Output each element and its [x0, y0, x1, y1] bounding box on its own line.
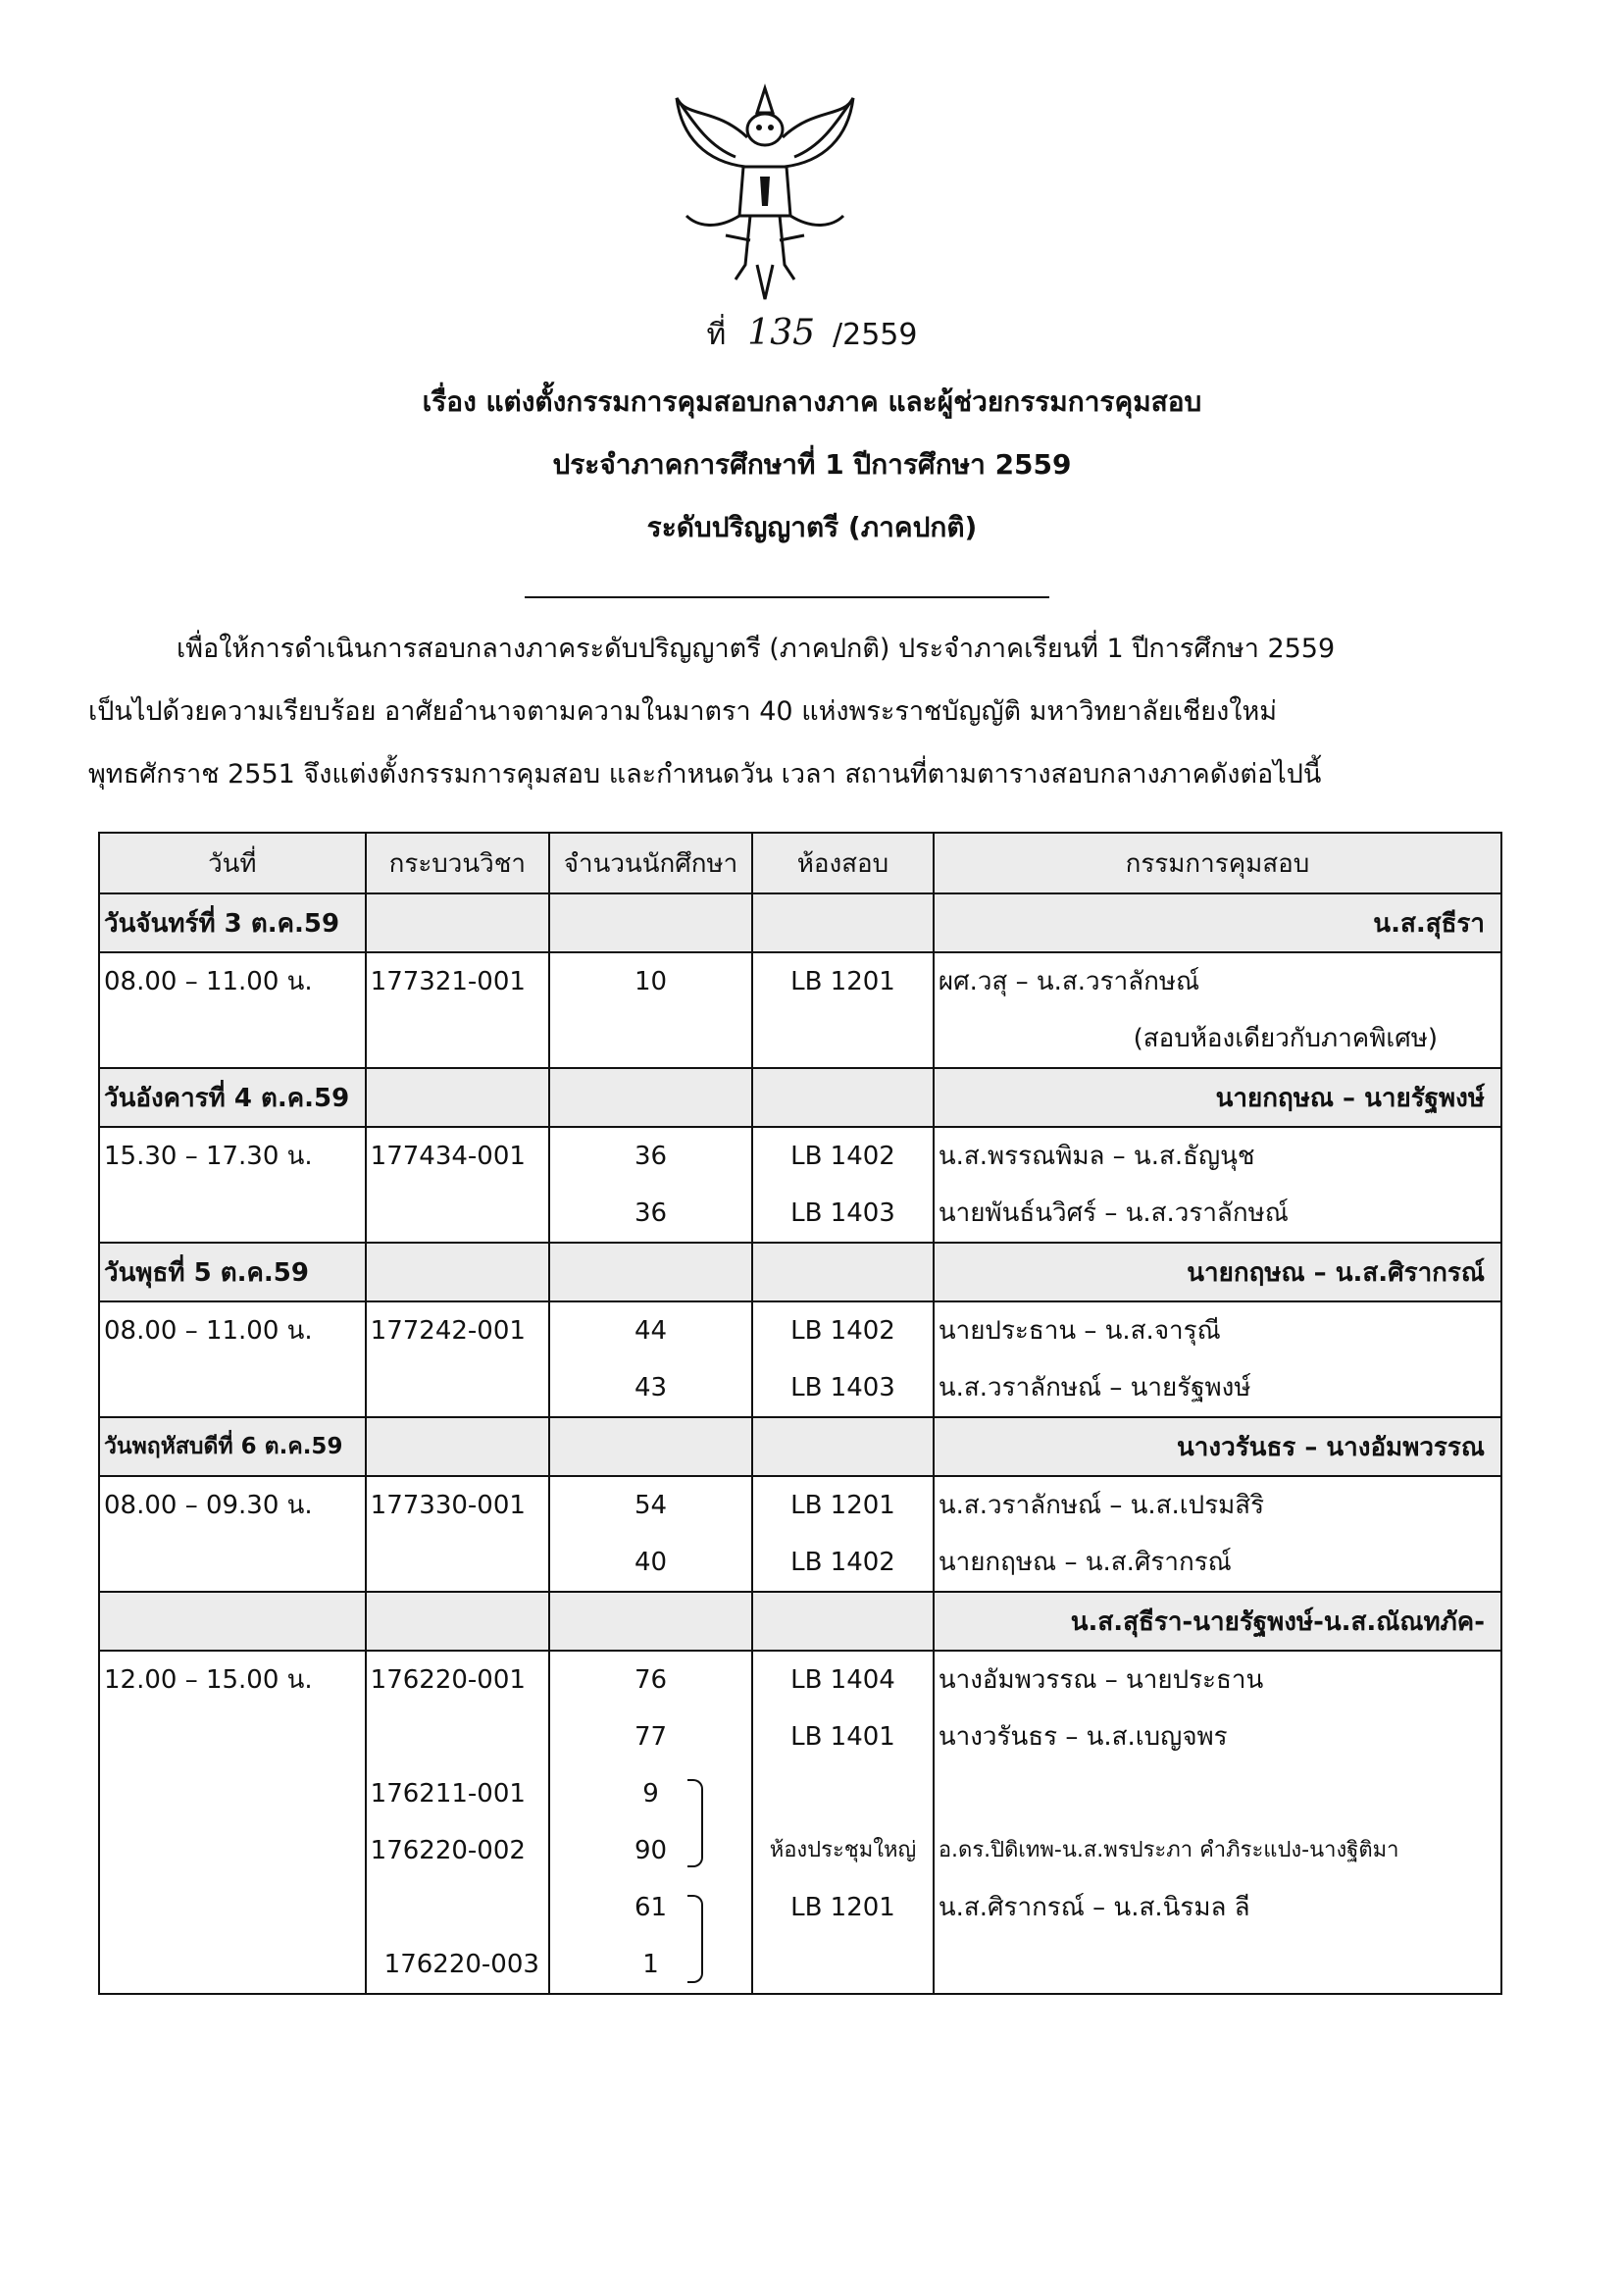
empty-cell [752, 1068, 934, 1127]
brace-mark-icon [687, 1895, 703, 1983]
empty-cell [549, 1243, 752, 1301]
course-code: 177321-001 [370, 967, 526, 996]
paragraph-line-3: พุทธศักราช 2551 จึงแต่งตั้งกรรมการคุมสอบ และกำหนดวัน เวลา สถานที่ตามตารางสอบกลางภาคดังต่อไปนี้ [88, 759, 1322, 790]
time-text: 08.00 – 11.00 น. [104, 967, 313, 996]
day-row-1 [99, 893, 1501, 952]
day-row-3 [99, 1243, 1501, 1301]
header-proctors: กรรมการคุมสอบ [934, 833, 1501, 893]
day-name: วันพฤหัสบดีที่ 6 ต.ค.59 [99, 1417, 366, 1476]
empty-cell [366, 1592, 549, 1651]
room-text: LB 1201 [790, 1491, 895, 1520]
day-head-proctor: น.ส.สุธีรา [934, 893, 1501, 952]
course-code: 176220-002 [370, 1836, 526, 1865]
time-cell [99, 1127, 366, 1243]
time-cell [99, 1301, 366, 1417]
proctor-text: นายประธาน – น.ส.จารุณี [938, 1316, 1221, 1346]
table-row [99, 1127, 1501, 1243]
student-count: 90 [634, 1836, 668, 1865]
student-count: 36 [634, 1198, 668, 1228]
count-cell [549, 1651, 752, 1994]
time-cell [99, 1476, 366, 1592]
room-text: ห้องประชุมใหญ่ [769, 1838, 917, 1862]
count-cell [549, 1301, 752, 1417]
paragraph-line-1 [88, 618, 1373, 681]
subject-heading: เรื่อง แต่งตั้งกรรมการคุมสอบกลางภาค และผู้ช่วยกรรมการคุมสอบ [422, 385, 1202, 418]
room-cell [752, 1476, 934, 1592]
proctor-text: น.ส.ศิรากรณ์ – น.ส.นิรมล ลี [938, 1893, 1250, 1922]
proctor-cell [934, 1476, 1501, 1592]
student-count: 44 [634, 1316, 668, 1346]
proctor-text: ผศ.วสุ – น.ส.วราลักษณ์ [938, 967, 1200, 996]
time-cell [99, 952, 366, 1068]
room-text: LB 1201 [790, 967, 895, 996]
proctor-cell [934, 952, 1501, 1068]
room-cell [752, 1127, 934, 1243]
empty-cell [549, 893, 752, 952]
room-cell [752, 952, 934, 1068]
proctor-cell [934, 1651, 1501, 1994]
day-row-5 [99, 1592, 1501, 1651]
time-text: 08.00 – 09.30 น. [104, 1491, 313, 1520]
header-course: กระบวนวิชา [366, 833, 549, 893]
course-code: 177330-001 [370, 1491, 526, 1520]
day-name: วันพุธที่ 5 ต.ค.59 [99, 1243, 366, 1301]
empty-cell [366, 1243, 549, 1301]
count-cell [549, 952, 752, 1068]
paragraph-line-2: เป็นไปด้วยความเรียบร้อย อาศัยอำนาจตามความในมาตรา 40 แห่งพระราชบัญญัติ มหาวิทยาลัยเชียงใหม่ [88, 696, 1278, 727]
day-row-2 [99, 1068, 1501, 1127]
header-room: ห้องสอบ [752, 833, 934, 893]
count-cell [549, 1476, 752, 1592]
brace-mark-icon [687, 1779, 703, 1867]
empty-cell [549, 1417, 752, 1476]
empty-cell [549, 1592, 752, 1651]
room-text: LB 1402 [790, 1548, 895, 1577]
proctor-cell [934, 1127, 1501, 1243]
empty-cell [752, 1243, 934, 1301]
table-row [99, 1301, 1501, 1417]
student-count: 54 [634, 1491, 668, 1520]
code-cell [366, 1127, 549, 1243]
course-code: 176211-001 [370, 1779, 526, 1809]
student-count: 43 [634, 1373, 668, 1402]
proctor-text: น.ส.วราลักษณ์ – นายรัฐพงษ์ [938, 1373, 1251, 1402]
room-cell [752, 1301, 934, 1417]
empty-cell [549, 1068, 752, 1127]
time-text: 15.30 – 17.30 น. [104, 1142, 313, 1171]
student-count: 10 [634, 967, 668, 996]
empty-cell [752, 893, 934, 952]
empty-cell [752, 1417, 934, 1476]
exam-schedule-table [98, 832, 1502, 1995]
heading-divider [525, 596, 1049, 598]
day-name: วันจันทร์ที่ 3 ต.ค.59 [99, 893, 366, 952]
day-head-proctor: น.ส.สุธีรา-นายรัฐพงษ์-น.ส.ณัณทภัค- [934, 1592, 1501, 1651]
header-date: วันที่ [99, 833, 366, 893]
proctor-text: อ.ดร.ปิดิเทพ-น.ส.พรประภา คำภิระแปง-นางฐิติมา [938, 1838, 1399, 1862]
level-heading: ระดับปริญญาตรี (ภาคปกติ) [646, 511, 978, 543]
intro-paragraph [88, 618, 1373, 806]
garuda-emblem-icon [667, 69, 863, 304]
student-count: 36 [634, 1142, 668, 1171]
day-head-proctor: นายกฤษณ – นายรัฐพงษ์ [934, 1068, 1501, 1127]
number-prefix: ที่ [706, 318, 727, 352]
course-code: 177242-001 [370, 1316, 526, 1346]
day-row-4 [99, 1417, 1501, 1476]
room-text: LB 1403 [790, 1198, 895, 1228]
room-text: LB 1201 [790, 1893, 895, 1922]
document-number [0, 312, 1624, 358]
proctor-text: น.ส.พรรณพิมล – น.ส.ธัญนุช [938, 1142, 1255, 1171]
code-cell [366, 952, 549, 1068]
proctor-cell [934, 1301, 1501, 1417]
count-cell [549, 1127, 752, 1243]
number-suffix: /2559 [833, 318, 918, 352]
table-row [99, 1651, 1501, 1994]
room-text: LB 1401 [790, 1722, 895, 1752]
proctor-text: น.ส.วราลักษณ์ – น.ส.เปรมสิริ [938, 1491, 1265, 1520]
paragraph-line-1-text: เพื่อให้การดำเนินการสอบกลางภาคระดับปริญญาตรี (ภาคปกติ) ประจำภาคเรียนที่ 1 ปีการศึกษา 2559 [177, 634, 1336, 664]
day-head-proctor: นายกฤษณ – น.ส.ศิรากรณ์ [934, 1243, 1501, 1301]
code-cell [366, 1476, 549, 1592]
room-cell [752, 1651, 934, 1994]
time-text: 08.00 – 11.00 น. [104, 1316, 313, 1346]
empty-cell [99, 1592, 366, 1651]
proctor-text: นายกฤษณ – น.ส.ศิรากรณ์ [938, 1548, 1232, 1577]
table-row [99, 1476, 1501, 1592]
table-row [99, 952, 1501, 1068]
room-text: LB 1403 [790, 1373, 895, 1402]
course-code: 176220-001 [370, 1665, 526, 1695]
empty-cell [366, 1417, 549, 1476]
room-text: LB 1402 [790, 1142, 895, 1171]
day-name: วันอังคารที่ 4 ต.ค.59 [99, 1068, 366, 1127]
time-text: 12.00 – 15.00 น. [104, 1665, 313, 1695]
handwritten-number: 135 [747, 313, 816, 353]
room-text: LB 1404 [790, 1665, 895, 1695]
student-count: 1 [642, 1950, 659, 1979]
proctor-text: นายพันธ์นวิศร์ – น.ส.วราลักษณ์ [938, 1198, 1289, 1228]
term-heading: ประจำภาคการศึกษาที่ 1 ปีการศึกษา 2559 [552, 448, 1072, 481]
table-header-row [99, 833, 1501, 893]
proctor-note: (สอบห้องเดียวกับภาคพิเศษ) [1133, 1024, 1438, 1053]
room-text: LB 1402 [790, 1316, 895, 1346]
proctor-text: นางวรันธร – น.ส.เบญจพร [938, 1722, 1228, 1752]
student-count: 76 [634, 1665, 668, 1695]
student-count: 77 [634, 1722, 668, 1752]
header-students: จำนวนนักศึกษา [549, 833, 752, 893]
student-count: 9 [642, 1779, 659, 1809]
day-head-proctor: นางวรันธร – นางอัมพวรรณ [934, 1417, 1501, 1476]
student-count: 40 [634, 1548, 668, 1577]
proctor-text: นางอัมพวรรณ – นายประธาน [938, 1665, 1264, 1695]
code-cell [366, 1301, 549, 1417]
course-code: 177434-001 [370, 1142, 526, 1171]
code-cell [366, 1651, 549, 1994]
course-code: 176220-003 [383, 1950, 539, 1979]
empty-cell [366, 1068, 549, 1127]
student-count: 61 [634, 1893, 668, 1922]
empty-cell [366, 893, 549, 952]
empty-cell [752, 1592, 934, 1651]
time-cell [99, 1651, 366, 1994]
